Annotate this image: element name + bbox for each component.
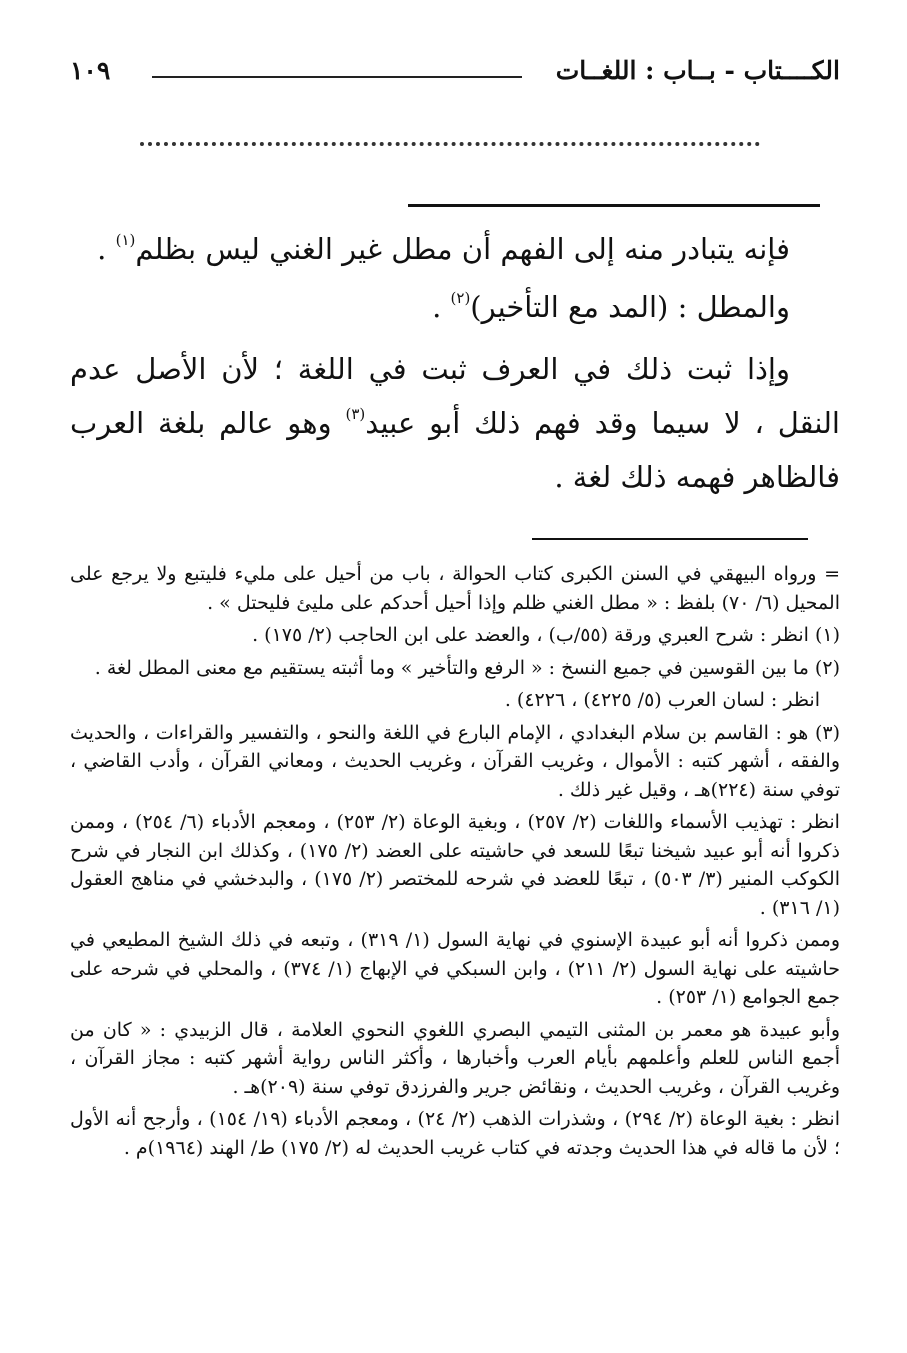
running-header bbox=[70, 52, 840, 96]
paragraph-3-text-a: وإذا ثبت ذلك في العرف ثبت في اللغة ؛ لأن الأصل عدم النقل ، لا سيما وقد فهم ذلك أبو عبيد bbox=[70, 352, 840, 440]
main-text bbox=[70, 222, 840, 508]
footnote-ref-2[interactable]: (٢) bbox=[450, 289, 471, 307]
paragraph-1-text: فإنه يتبادر منه إلى الفهم أن مطل غير الغني ليس بظلم bbox=[135, 232, 790, 266]
footnote-rule bbox=[532, 538, 808, 540]
page-number: ١٠٩ bbox=[70, 56, 111, 85]
footnote-ref-3[interactable]: (٣) bbox=[345, 405, 366, 423]
paragraph-2-end: . bbox=[432, 290, 451, 324]
paragraph-1-end: . bbox=[97, 232, 116, 266]
paragraph-3 bbox=[70, 342, 840, 504]
footnote-2-ref: انظر : لسان العرب (٥/ ٤٢٢٥) ، ٤٢٢٦) . bbox=[504, 689, 820, 711]
footnote-3: (٣) هو : القاسم بن سلام البغدادي ، الإمام البارع في اللغة والنحو ، والتفسير والقراءات ، والحديث والفقه ، أشهر كتبه : الأموال ، وغريب القرآن ، وغريب الحديث ، ومعاني القرآن ، وأدب القاضي ، توفي سنة (٢٢٤)هـ ، وقيل غير ذلك . bbox=[70, 721, 840, 801]
footnote-3-sources: انظر : بغية الوعاة (٢/ ٢٩٤) ، وشذرات الذهب (٢/ ٢٤) ، ومعجم الأدباء (١٩/ ١٥٤) ، وأرجح أنه الأول ؛ لأن ما قاله في هذا الحديث وجدته في كتاب غريب الحديث له (٢/ ١٧٥) ط/ الهند (١٩٦٤)م . bbox=[70, 1108, 840, 1159]
footnote-continuation: = ورواه البيهقي في السنن الكبرى كتاب الحوالة ، باب من أحيل على مليء فليتبع ولا يرجع على المحيل (٦/ ٧٠) بلفظ : « مطل الغني ظلم وإذا أحيل أحدكم على مليئ فليحتل » . bbox=[70, 563, 840, 614]
footnote-3-refs: انظر : تهذيب الأسماء واللغات (٢/ ٢٥٧) ، وبغية الوعاة (٢/ ٢٥٣) ، ومعجم الأدباء (٦/ ٢٥٤) ، وممن ذكروا أنه أبو عبيد شيخنا تبعًا للسعد في حاشيته على العضد (٢/ ١٧٥) ، وكذلك ابن النجار في شرح الكوكب المنير (٣/ ٥٠٣) ، تبعًا للعضد في شرحه للمختصر (٢/ ١٧٥) ، والبدخشي في مناهج العقول (١/ ٣١٦) . bbox=[70, 811, 840, 919]
paragraph-2-text: والمطل : (المد مع التأخير) bbox=[470, 290, 790, 324]
footnote-2: (٢) ما بين القوسين في جميع النسخ : « الرفع والتأخير » وما أثبته يستقيم مع معنى المطل لغة . bbox=[94, 656, 840, 679]
footnote-ref-1[interactable]: (١) bbox=[115, 231, 136, 249]
paragraph-2 bbox=[70, 280, 840, 334]
footnote-3-abu-ubaida: وأبو عبيدة هو معمر بن المثنى التيمي البصري اللغوي النحوي العلامة ، قال الزبيدي : « كان من أجمع الناس للعلم وأعلمهم بأيام العرب وأخبارها ، وأكثر الناس رواية أشهر كتبه : مجاز القرآن ، وغريب القرآن ، وغريب الحديث ، ونقائض جرير والفرزدق توفي سنة (٢٠٩)هـ . bbox=[70, 1018, 840, 1098]
section-rule bbox=[408, 204, 820, 207]
paragraph-3-text-b: وهو عالم بلغة العرب فالظاهر فهمه ذلك لغة . bbox=[70, 406, 840, 494]
header-rule bbox=[152, 76, 522, 78]
footnote-3-isnawi: وممن ذكروا أنه أبو عبيدة الإسنوي في نهاية السول (١/ ٣١٩) ، وتبعه في ذلك الشيخ المطيعي في حاشيته على نهاية السول (٢/ ٢١١) ، وابن السبكي في الإبهاج (١/ ٣٧٤) ، والمحلي في شرحه على جمع الجوامع (١/ ٢٥٣) . bbox=[70, 929, 840, 1008]
paragraph-1 bbox=[70, 222, 840, 276]
header-title: الكــــتاب - بــاب : اللغــات bbox=[555, 56, 840, 85]
footnotes bbox=[70, 560, 840, 1166]
dotted-separator bbox=[140, 142, 760, 150]
footnote-1: (١) انظر : شرح العبري ورقة (٥٥/ب) ، والعضد على ابن الحاجب (٢/ ١٧٥) . bbox=[252, 624, 840, 646]
